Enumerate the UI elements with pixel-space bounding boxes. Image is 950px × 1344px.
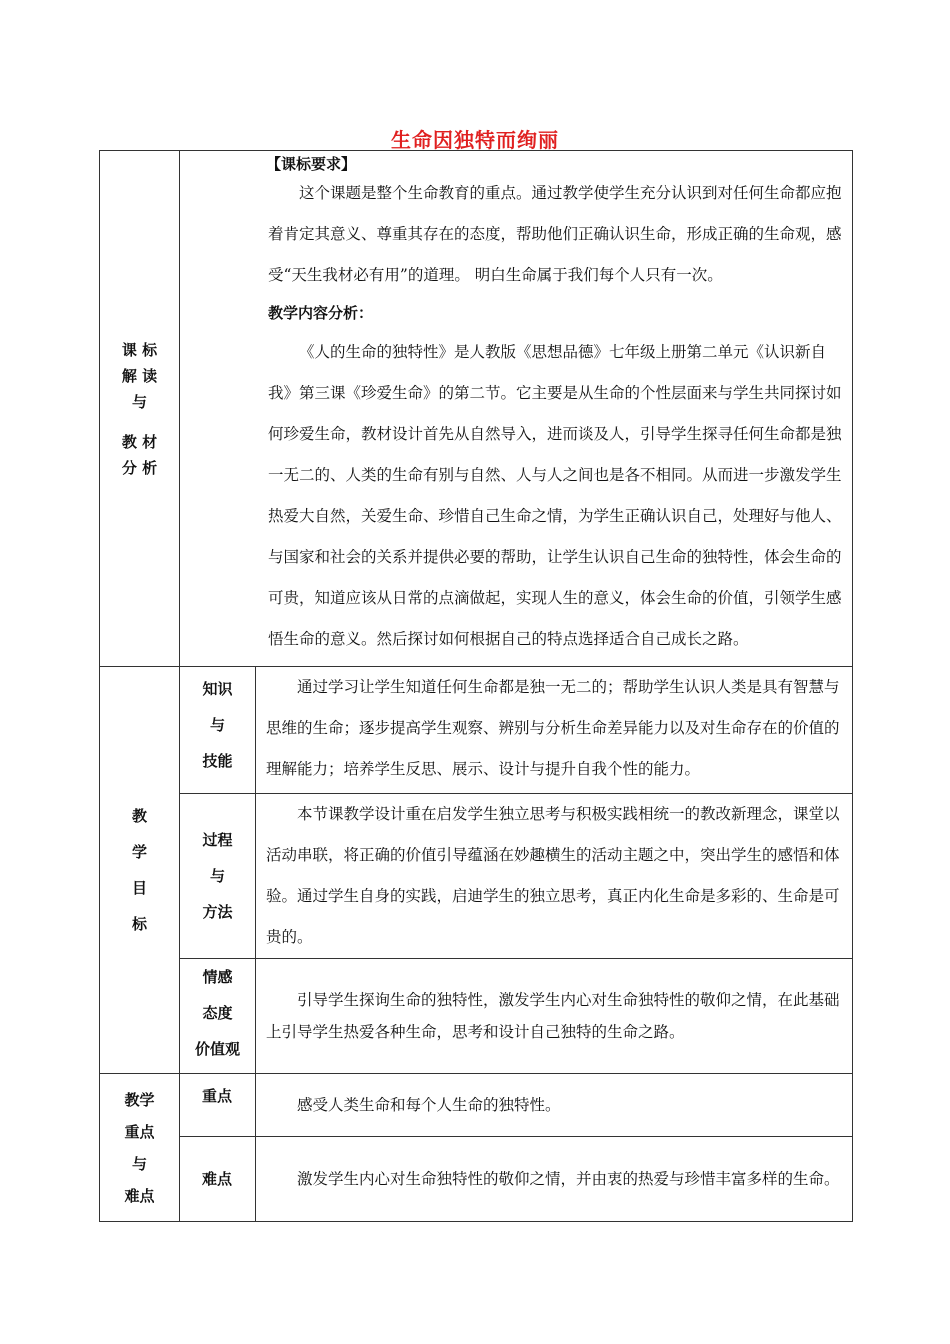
focus-cell <box>256 1074 853 1137</box>
process-method-label: 过程 与 方法 <box>180 794 256 959</box>
curriculum-requirements-heading: 【课标要求】 <box>266 155 357 173</box>
focus-difficulty-label: 教学 重点 与 难点 <box>100 1074 180 1222</box>
lesson-plan-table <box>99 150 853 1222</box>
teaching-objectives-label: 教 学 目 标 <box>100 667 180 1074</box>
difficulty-text: 激发学生内心对生命独特性的敬仰之情，并由衷的热爱与珍惜丰富多样的生命。 <box>297 1169 840 1188</box>
emotion-values-label: 情感 态度 价值观 <box>180 959 256 1074</box>
difficulty-cell <box>256 1137 853 1222</box>
emotion-values-cell <box>256 959 853 1074</box>
content-analysis-text: 《人的生命的独特性》是人教版《思想品德》七年级上册第二单元《认识新自我》第三课《珍爱生命》的第二节。它主要是从生命的个性层面来与学生共同探讨如何珍爱生命，教材设计首先从自然导入，进而谈及人，引导学生探寻任何生命都是独一无二的、人类的生命有别与自然、人与人之间也是各不相同。从而进一步激发学生热爱大自然，关爱生命、珍惜自己生命之情，为学生正确认识自己，处理好与他人、与国家和社会的关系并提供必要的帮助，让学生认识自己生命的独特性，体会生命的可贵，知道应该从日常的点滴做起，实现人生的意义，体会生命的价值，引领学生感悟生命的意义。然后探讨如何根据自己的特点选择适合自己成长之路。 <box>268 343 842 648</box>
difficulty-label: 难点 <box>180 1137 256 1222</box>
knowledge-skills-label: 知识 与 技能 <box>180 667 256 794</box>
process-method-cell <box>256 794 853 959</box>
process-method-text: 本节课教学设计重在启发学生独立思考与积极实践相统一的教改新理念，课堂以活动串联，将正确的价值引导蕴涵在妙趣横生的活动主题之中，突出学生的感悟和体验。通过学生自身的实践，启迪学生的独立思考，真正内化生命是多彩的、生命是可贵的。 <box>266 805 840 946</box>
focus-label: 重点 <box>180 1074 256 1137</box>
objectives-row-knowledge <box>100 667 853 794</box>
content-analysis-heading: 教学内容分析： <box>268 304 374 322</box>
focus-row <box>100 1074 853 1137</box>
focus-text: 感受人类生命和每个人生命的独特性。 <box>297 1095 561 1114</box>
curriculum-requirements-text: 这个课题是整个生命教育的重点。通过教学使学生充分认识到对任何生命都应抱着肯定其意义、尊重其存在的态度，帮助他们正确认识生命，形成正确的生命观，感受“天生我材必有用”的道理。 明白生命属于我们每个人只有一次。 <box>268 184 842 284</box>
knowledge-skills-text: 通过学习让学生知道任何生命都是独一无二的；帮助学生认识人类是具有智慧与思维的生命；逐步提高学生观察、辨别与分析生命差异能力以及对生命存在的价值的理解能力；培养学生反思、展示、设计与提升自我个性的能力。 <box>266 678 840 778</box>
knowledge-skills-cell <box>256 667 853 794</box>
objectives-row-emotion <box>100 959 853 1074</box>
objectives-row-process <box>100 794 853 959</box>
difficulty-row <box>100 1137 853 1222</box>
document-title: 生命因独特而绚丽 <box>391 128 559 152</box>
curriculum-analysis-content <box>180 151 853 667</box>
curriculum-analysis-row <box>100 151 853 667</box>
emotion-values-text: 引导学生探询生命的独特性，激发学生内心对生命独特性的敬仰之情，在此基础上引导学生热爱各种生命，思考和设计自己独特的生命之路。 <box>266 991 840 1041</box>
curriculum-analysis-label: 课 标 解 读 与 教 材 分 析 <box>100 151 180 667</box>
